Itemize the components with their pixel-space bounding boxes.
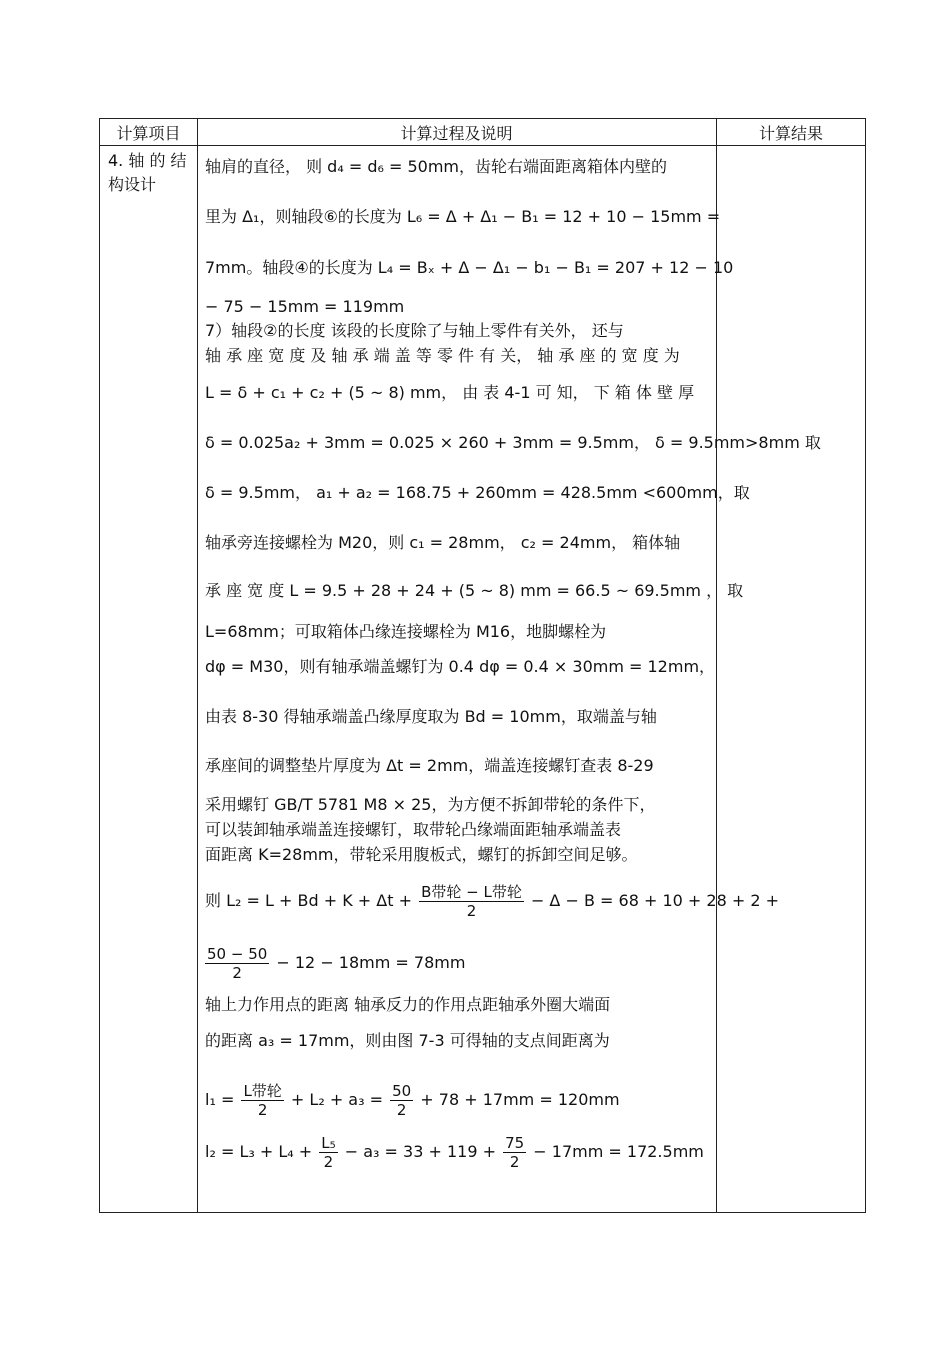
text-line: L = δ + c₁ + c₂ + (5 ~ 8) mm， 由 表 4-1 可 知， 下 箱 体 壁 厚 (205, 383, 695, 402)
formula-L2-continued (205, 945, 465, 982)
fraction-denominator: 2 (257, 1101, 268, 1119)
column-divider (716, 119, 717, 1212)
text-line: − 75 − 15mm = 119mm (205, 297, 405, 316)
header-divider (100, 145, 865, 146)
text-line: 承 座 宽 度 L = 9.5 + 28 + 24 + (5 ~ 8) mm = 66.5 ~ 69.5mm ， 取 (205, 581, 744, 600)
formula-l2 (205, 1134, 704, 1171)
fraction-numerator: L₅ (321, 1134, 336, 1152)
text-line: 轴承旁连接螺栓为 M20，则 c₁ = 28mm， c₂ = 24mm， 箱体轴 (205, 533, 681, 552)
text-line: 轴上力作用点的距离 轴承反力的作用点距轴承外圈大端面 (205, 995, 611, 1014)
formula-l1 (205, 1082, 620, 1119)
formula-part: − Δ − B = 68 + 10 + 28 + 2 + (530, 891, 779, 910)
formula-L2 (205, 883, 779, 920)
text-line: dφ = M30，则有轴承端盖螺钉为 0.4 dφ = 0.4 × 30mm = 12mm， (205, 657, 716, 676)
fraction-numerator: 50 − 50 (207, 945, 268, 963)
fraction (319, 1134, 337, 1171)
text-line: 7）轴段②的长度 该段的长度除了与轴上零件有关外， 还与 (205, 321, 624, 340)
column-divider (197, 119, 198, 1212)
text-line: L=68mm；可取箱体凸缘连接螺栓为 M16，地脚螺栓为 (205, 622, 607, 641)
formula-part: − a₃ = 33 + 119 + (344, 1142, 496, 1161)
calculation-table (99, 118, 866, 1213)
fraction (390, 1082, 413, 1119)
fraction (241, 1082, 283, 1119)
fraction (419, 883, 524, 920)
fraction-denominator: 2 (466, 902, 477, 920)
text-line: δ = 0.025a₂ + 3mm = 0.025 × 260 + 3mm = 9.5mm， δ = 9.5mm>8mm 取 (205, 433, 821, 452)
header-calc-result: 计算结果 (758, 124, 823, 143)
fraction (503, 1134, 526, 1171)
fraction-numerator: 50 (392, 1082, 412, 1100)
text-line: 由表 8-30 得轴承端盖凸缘厚度取为 Bd = 10mm，取端盖与轴 (205, 707, 657, 726)
text-line: δ = 9.5mm， a₁ + a₂ = 168.75 + 260mm = 428.5mm <600mm，取 (205, 483, 750, 502)
text-line: 的距离 a₃ = 17mm，则由图 7-3 可得轴的支点间距离为 (205, 1031, 610, 1050)
header-calc-process: 计算过程及说明 (400, 124, 513, 143)
formula-part: 则 L₂ = L + Bd + K + Δt + (205, 891, 412, 910)
fraction-denominator: 2 (323, 1153, 334, 1171)
text-line: 轴肩的直径， 则 d₄ = d₆ = 50mm，齿轮右端面距离箱体内壁的 (205, 157, 668, 176)
text-line: 采用螺钉 GB/T 5781 M8 × 25，为方便不拆卸带轮的条件下， (205, 795, 656, 814)
item-label: 4. 轴 的 结构设计 (108, 151, 187, 194)
formula-part: l₂ = L₃ + L₄ + (205, 1142, 313, 1161)
fraction-denominator: 2 (232, 964, 242, 982)
formula-part: l₁ = (205, 1090, 235, 1109)
text-line: 里为 Δ₁，则轴段⑥的长度为 L₆ = Δ + Δ₁ − B₁ = 12 + 10 − 15mm = (205, 207, 721, 226)
header-calc-item: 计算项目 (116, 124, 181, 143)
fraction-numerator: B带轮 − L带轮 (421, 883, 522, 901)
fraction-numerator: L带轮 (243, 1082, 282, 1100)
fraction (205, 945, 269, 982)
formula-part: − 17mm = 172.5mm (533, 1142, 704, 1161)
text-line: 轴 承 座 宽 度 及 轴 承 端 盖 等 零 件 有 关， 轴 承 座 的 宽 度 为 (205, 346, 680, 365)
fraction-numerator: 75 (505, 1134, 525, 1152)
formula-part: − 12 − 18mm = 78mm (276, 953, 466, 972)
text-line: 面距离 K=28mm，带轮采用腹板式，螺钉的拆卸空间足够。 (205, 845, 638, 864)
text-line: 可以装卸轴承端盖连接螺钉，取带轮凸缘端面距轴承端盖表 (205, 820, 622, 839)
text-line: 承座间的调整垫片厚度为 Δt = 2mm，端盖连接螺钉查表 8-29 (205, 756, 654, 775)
fraction-denominator: 2 (509, 1153, 520, 1171)
text-line: 7mm。轴段④的长度为 L₄ = Bₓ + Δ − Δ₁ − b₁ − B₁ = 207 + 12 − 10 (205, 258, 734, 277)
formula-part: + L₂ + a₃ = (290, 1090, 384, 1109)
fraction-denominator: 2 (396, 1101, 407, 1119)
formula-part: + 78 + 17mm = 120mm (420, 1090, 620, 1109)
